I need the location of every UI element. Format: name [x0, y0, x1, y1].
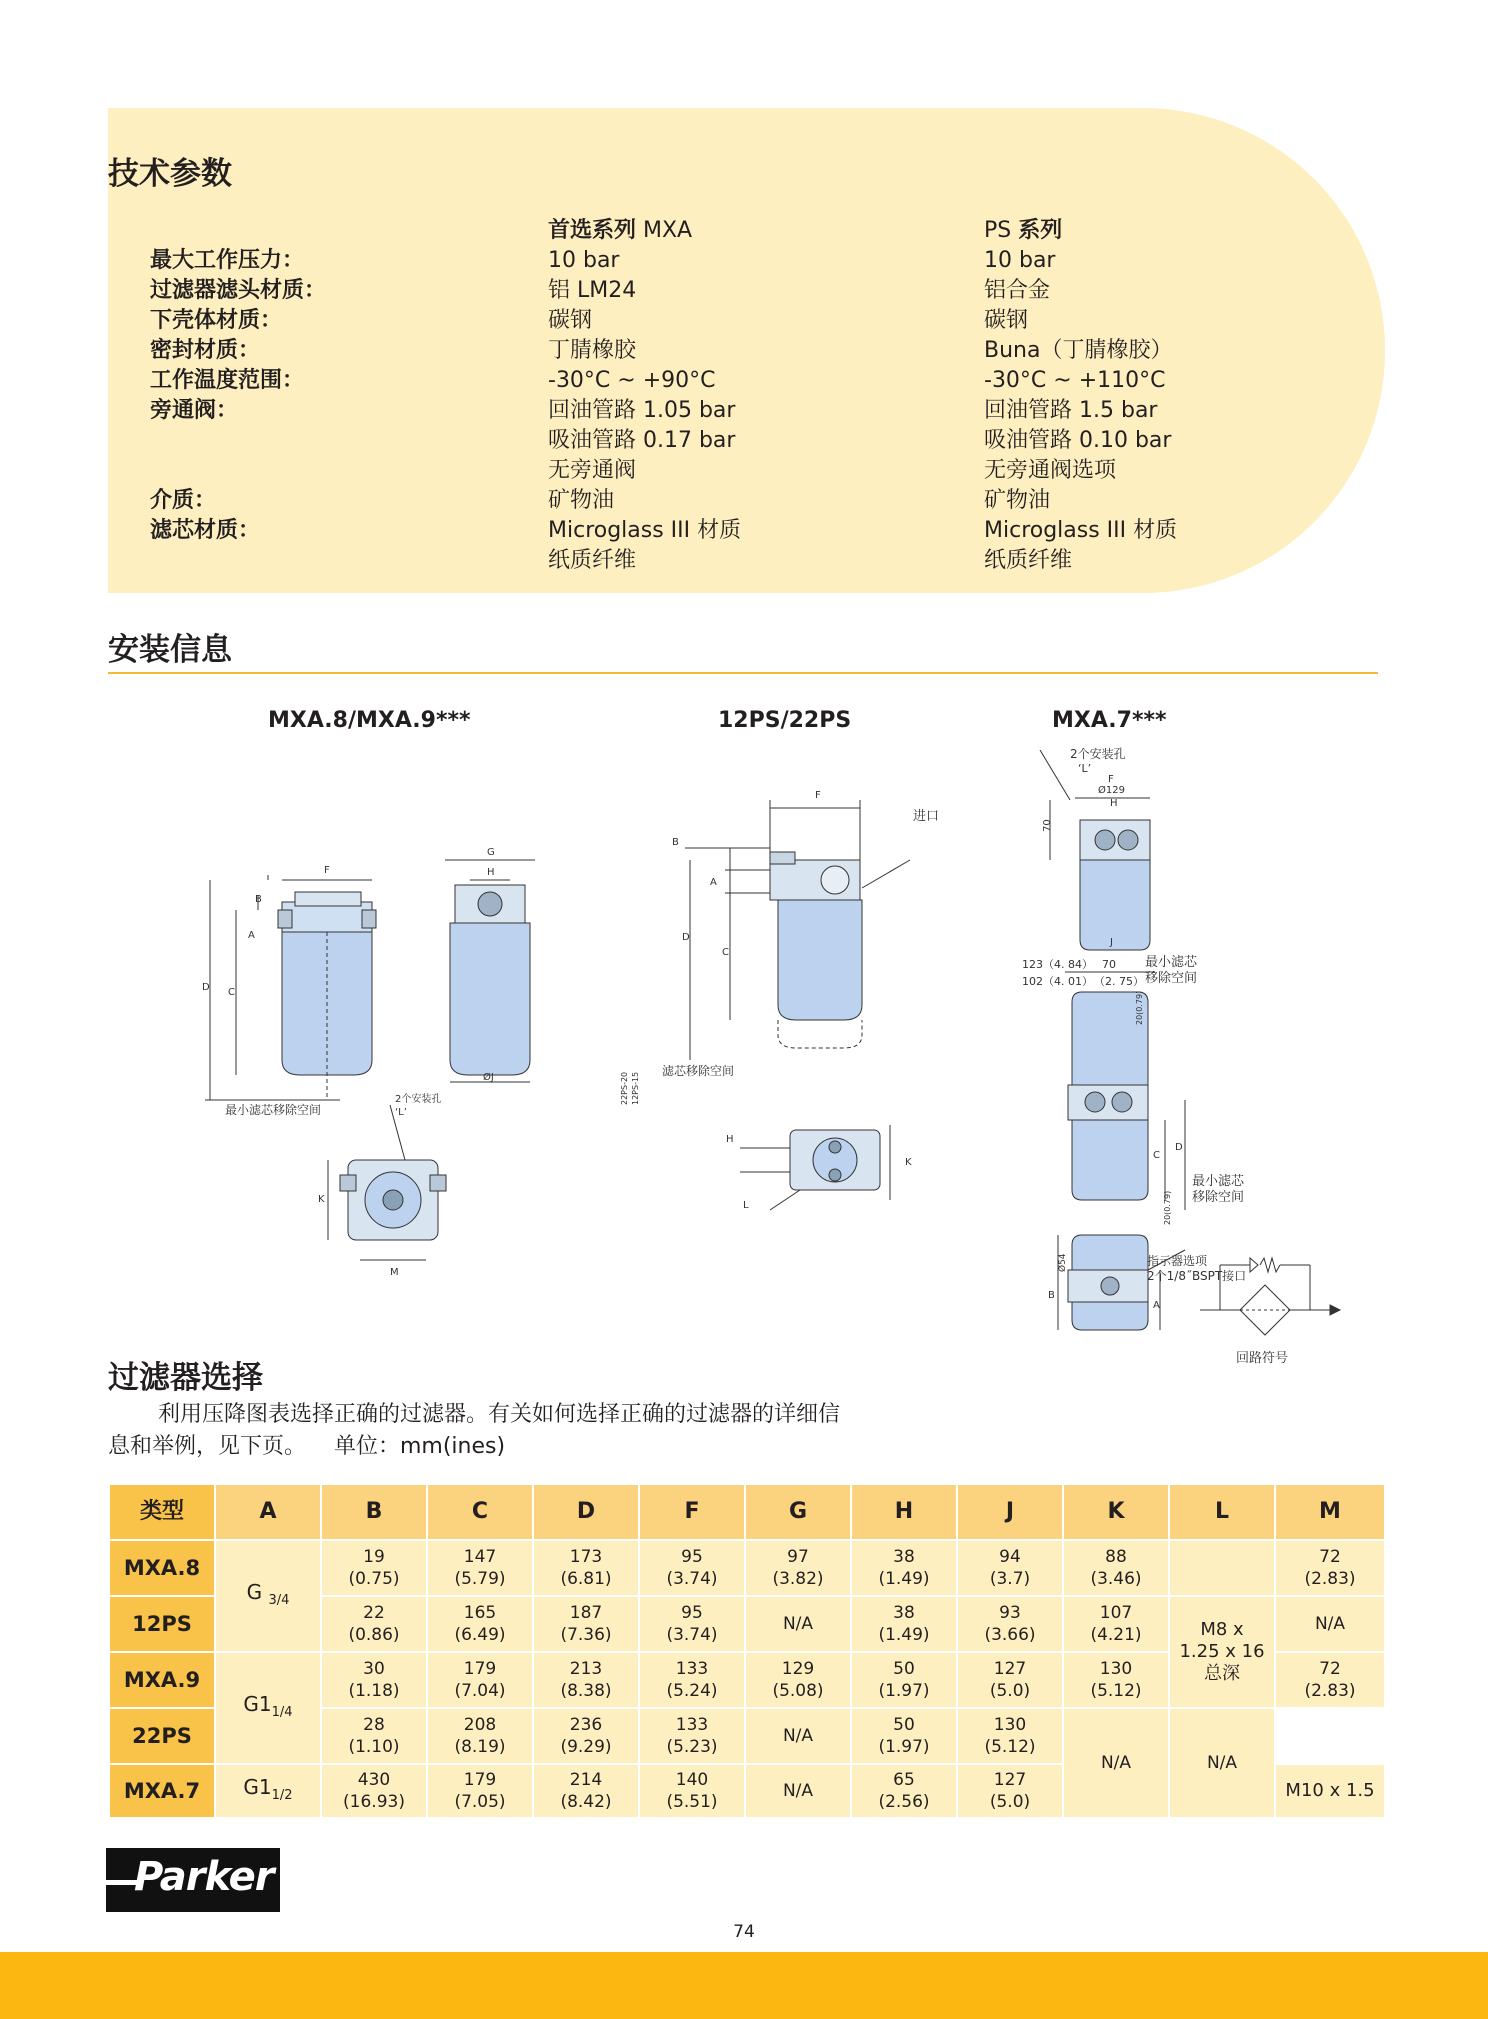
fig3-dim6: 20(0.79) [1163, 1190, 1172, 1225]
fig3-B: B [1048, 1290, 1055, 1301]
ps-header: PS 系列 [984, 218, 1063, 243]
cell-H: 50 (1.97) [851, 1708, 957, 1764]
fig1-B: B [255, 894, 262, 905]
fig3-dim3: 70 [1102, 958, 1116, 971]
fig3-indicator2: 2个1/8˝BSPT接口 [1147, 1269, 1247, 1283]
row-type: 12PS [109, 1596, 215, 1652]
dimensions-table [108, 1483, 1386, 1819]
cell-G: N/A [745, 1708, 851, 1764]
fig3-d54: Ø54 [1058, 1253, 1068, 1272]
fig2-A: A [710, 877, 717, 888]
spec-ps-column: PS 系列 10 bar 铝合金 碳钢 Buna（丁腈橡胶） -30°C ~ +110°C 回油管路 1.5 bar 吸油管路 0.10 bar 无旁通阀选项 矿物油 Microglass III 材质 纸质纤维 [984, 218, 1178, 573]
cell-H: 65 (2.56) [851, 1764, 957, 1818]
cell-C: 165 (6.49) [427, 1596, 533, 1652]
cell-B: 430 (16.93) [321, 1764, 427, 1818]
fig2-D: D [682, 932, 690, 943]
cell-B: 28 (1.10) [321, 1708, 427, 1764]
label-seal-material: 密封材质： [150, 338, 261, 363]
fig3-min-removal4: 移除空间 [1192, 1190, 1245, 1205]
header-K: K [1063, 1484, 1169, 1540]
fig3-title: MXA.7*** [1052, 708, 1167, 733]
fig3-indicator1: 指示器选项 [1147, 1254, 1208, 1268]
fig2-K: K [905, 1157, 912, 1168]
cell-L-empty [1169, 1540, 1275, 1596]
header-C: C [427, 1484, 533, 1540]
fig2-C: C [722, 947, 729, 958]
cell-J: 93 (3.66) [957, 1596, 1063, 1652]
fig3-D: D [1175, 1142, 1183, 1153]
cell-K: 88 (3.46) [1063, 1540, 1169, 1596]
fig1-F: F [324, 865, 330, 876]
row-type: MXA.8 [109, 1540, 215, 1596]
cell-D: 213 (8.38) [533, 1652, 639, 1708]
fig1-title: MXA.8/MXA.9*** [268, 708, 471, 733]
fig1-drawing [200, 830, 560, 1280]
row-type: MXA.9 [109, 1652, 215, 1708]
fig2-B: B [672, 837, 679, 848]
install-title: 安装信息 [108, 632, 232, 668]
fig2-inlet: 进口 [913, 809, 940, 824]
table-row [109, 1540, 1385, 1596]
label-element-material: 滤芯材质： [150, 518, 261, 543]
fig2-ps15: 12PS-15 [631, 1071, 640, 1105]
fig1-H: H [487, 867, 495, 878]
cell-F: 95 (3.74) [639, 1540, 745, 1596]
fig1-G: G [487, 847, 495, 858]
cell-F: 133 (5.24) [639, 1652, 745, 1708]
spec-title: 技术参数 [108, 156, 232, 192]
fig1-C: C [228, 987, 235, 998]
port-size: $G1_{1/4}$ [215, 1652, 321, 1764]
cell-K: 130 (5.12) [1063, 1652, 1169, 1708]
spec-mxa-column: 首选系列 MXA 10 bar 铝 LM24 碳钢 丁腈橡胶 -30°C ~ +90°C 回油管路 1.05 bar 吸油管路 0.17 bar 无旁通阀 矿物油 Microglass III 材质 纸质纤维 [548, 218, 742, 573]
logo-text: Parker [134, 1854, 274, 1900]
fig1-holes: 2个安装孔 [395, 1094, 442, 1105]
header-D: D [533, 1484, 639, 1540]
fig2-title: 12PS/22PS [718, 708, 852, 733]
cell-C: 179 (7.05) [427, 1764, 533, 1818]
cell-B: 19 (0.75) [321, 1540, 427, 1596]
selection-line-2: 息和举例，见下页。 单位：mm(ines) [108, 1434, 506, 1459]
footer-bar [0, 1952, 1488, 2019]
cell-B: 22 (0.86) [321, 1596, 427, 1652]
fig2-F: F [815, 790, 821, 801]
port-size: $G1_{1/2}$ [215, 1764, 321, 1818]
cell-M: N/A [1169, 1708, 1275, 1818]
fig1-D: D [202, 982, 210, 993]
fig3-dim2: 102（4. 01） [1022, 975, 1093, 988]
spec-labels [150, 246, 326, 546]
row-type: MXA.7 [109, 1764, 215, 1818]
cell-G: N/A [745, 1596, 851, 1652]
header-G: G [745, 1484, 851, 1540]
selection-title: 过滤器选择 [108, 1360, 263, 1396]
cell-M: 72 (2.83) [1275, 1652, 1385, 1708]
fig1-K: K [318, 1194, 325, 1205]
section-rule [108, 672, 1378, 674]
cell-J: 127 (5.0) [957, 1764, 1063, 1818]
fig2-H: H [726, 1134, 734, 1145]
fig2-L: L [743, 1200, 749, 1211]
fig1-min-removal: 最小滤芯移除空间 [225, 1103, 322, 1117]
cell-G: 129 (5.08) [745, 1652, 851, 1708]
header-J: J [957, 1484, 1063, 1540]
fig3-dim4: （2. 75） [1094, 975, 1144, 988]
fig3-dia: Ø129 [1098, 785, 1125, 796]
cell-B: 30 (1.18) [321, 1652, 427, 1708]
fig1-A: A [248, 930, 255, 941]
label-pressure: 最大工作压力： [150, 248, 305, 273]
cell-D: 236 (9.29) [533, 1708, 639, 1764]
selection-paragraph [108, 1399, 988, 1463]
fig3-A: A [1153, 1300, 1160, 1311]
parker-logo [106, 1848, 280, 1912]
selection-line-1: 利用压降图表选择正确的过滤器。有关如何选择正确的过滤器的详细信 [158, 1402, 841, 1427]
cell-M: N/A [1275, 1596, 1385, 1652]
label-media: 介质： [150, 488, 217, 513]
cell-H: 50 (1.97) [851, 1652, 957, 1708]
port-size: G $_{3/4}$ [215, 1540, 321, 1652]
cell-M: 72 (2.83) [1275, 1540, 1385, 1596]
fig3-min-removal2: 移除空间 [1145, 971, 1198, 986]
fig3-70: 70 [1042, 819, 1053, 832]
cell-J: 130 (5.12) [957, 1708, 1063, 1764]
cell-K: 107 (4.21) [1063, 1596, 1169, 1652]
fig1-holes-l: ‘L’ [395, 1107, 407, 1118]
fig3-dim1: 123（4. 84） [1022, 958, 1093, 971]
header-L: L [1169, 1484, 1275, 1540]
label-head-material: 过滤器滤头材质： [150, 278, 327, 303]
fig1-M: M [390, 1267, 399, 1278]
cell-K: N/A [1063, 1708, 1169, 1818]
cell-C: 179 (7.04) [427, 1652, 533, 1708]
cell-H: 38 (1.49) [851, 1540, 957, 1596]
cell-L: M8 x 1.25 x 16 总深 [1169, 1596, 1275, 1708]
fig3-circuit: 回路符号 [1236, 1351, 1289, 1366]
cell-C: 147 (5.79) [427, 1540, 533, 1596]
fig3-drawing [1010, 740, 1350, 1420]
fig3-dim5: 20(0.79) [1135, 990, 1144, 1025]
label-bypass: 旁通阀： [150, 398, 239, 423]
mxa-header: 首选系列 MXA [548, 218, 693, 243]
fig3-H: H [1110, 798, 1118, 809]
fig3-F: F [1108, 774, 1114, 785]
fig3-C: C [1153, 1150, 1160, 1161]
label-bowl-material: 下壳体材质： [150, 308, 283, 333]
cell-J: 94 (3.7) [957, 1540, 1063, 1596]
fig3-min-removal1: 最小滤芯 [1145, 955, 1198, 970]
fig3-min-removal3: 最小滤芯 [1192, 1174, 1245, 1189]
cell-F: 95 (3.74) [639, 1596, 745, 1652]
header-M: M [1275, 1484, 1385, 1540]
fig1-J: ØJ [483, 1072, 494, 1083]
cell-J: 127 (5.0) [957, 1652, 1063, 1708]
fig3-holes-l: ‘L’ [1078, 762, 1092, 775]
cell-G: 97 (3.82) [745, 1540, 851, 1596]
cell-C: 208 (8.19) [427, 1708, 533, 1764]
label-temperature: 工作温度范围： [150, 368, 305, 393]
header-H: H [851, 1484, 957, 1540]
cell-D: 173 (6.81) [533, 1540, 639, 1596]
fig2-ps20: 22PS-20 [620, 1071, 629, 1105]
header-type: 类型 [109, 1484, 215, 1540]
row-type: 22PS [109, 1708, 215, 1764]
header-A: A [215, 1484, 321, 1540]
cell-F: 133 (5.23) [639, 1708, 745, 1764]
cell-H: 38 (1.49) [851, 1596, 957, 1652]
page-number: 74 [733, 1922, 755, 1942]
cell-D: 214 (8.42) [533, 1764, 639, 1818]
fig2-removal: 滤芯移除空间 [662, 1064, 735, 1078]
fig2-drawing [610, 780, 940, 1240]
table-header-row [109, 1484, 1385, 1540]
cell-L: M10 x 1.5 [1275, 1764, 1385, 1818]
cell-G: N/A [745, 1764, 851, 1818]
cell-F: 140 (5.51) [639, 1764, 745, 1818]
fig3-holes: 2个安装孔 [1070, 747, 1126, 761]
header-B: B [321, 1484, 427, 1540]
fig3-J: J [1110, 937, 1113, 948]
header-F: F [639, 1484, 745, 1540]
cell-D: 187 (7.36) [533, 1596, 639, 1652]
